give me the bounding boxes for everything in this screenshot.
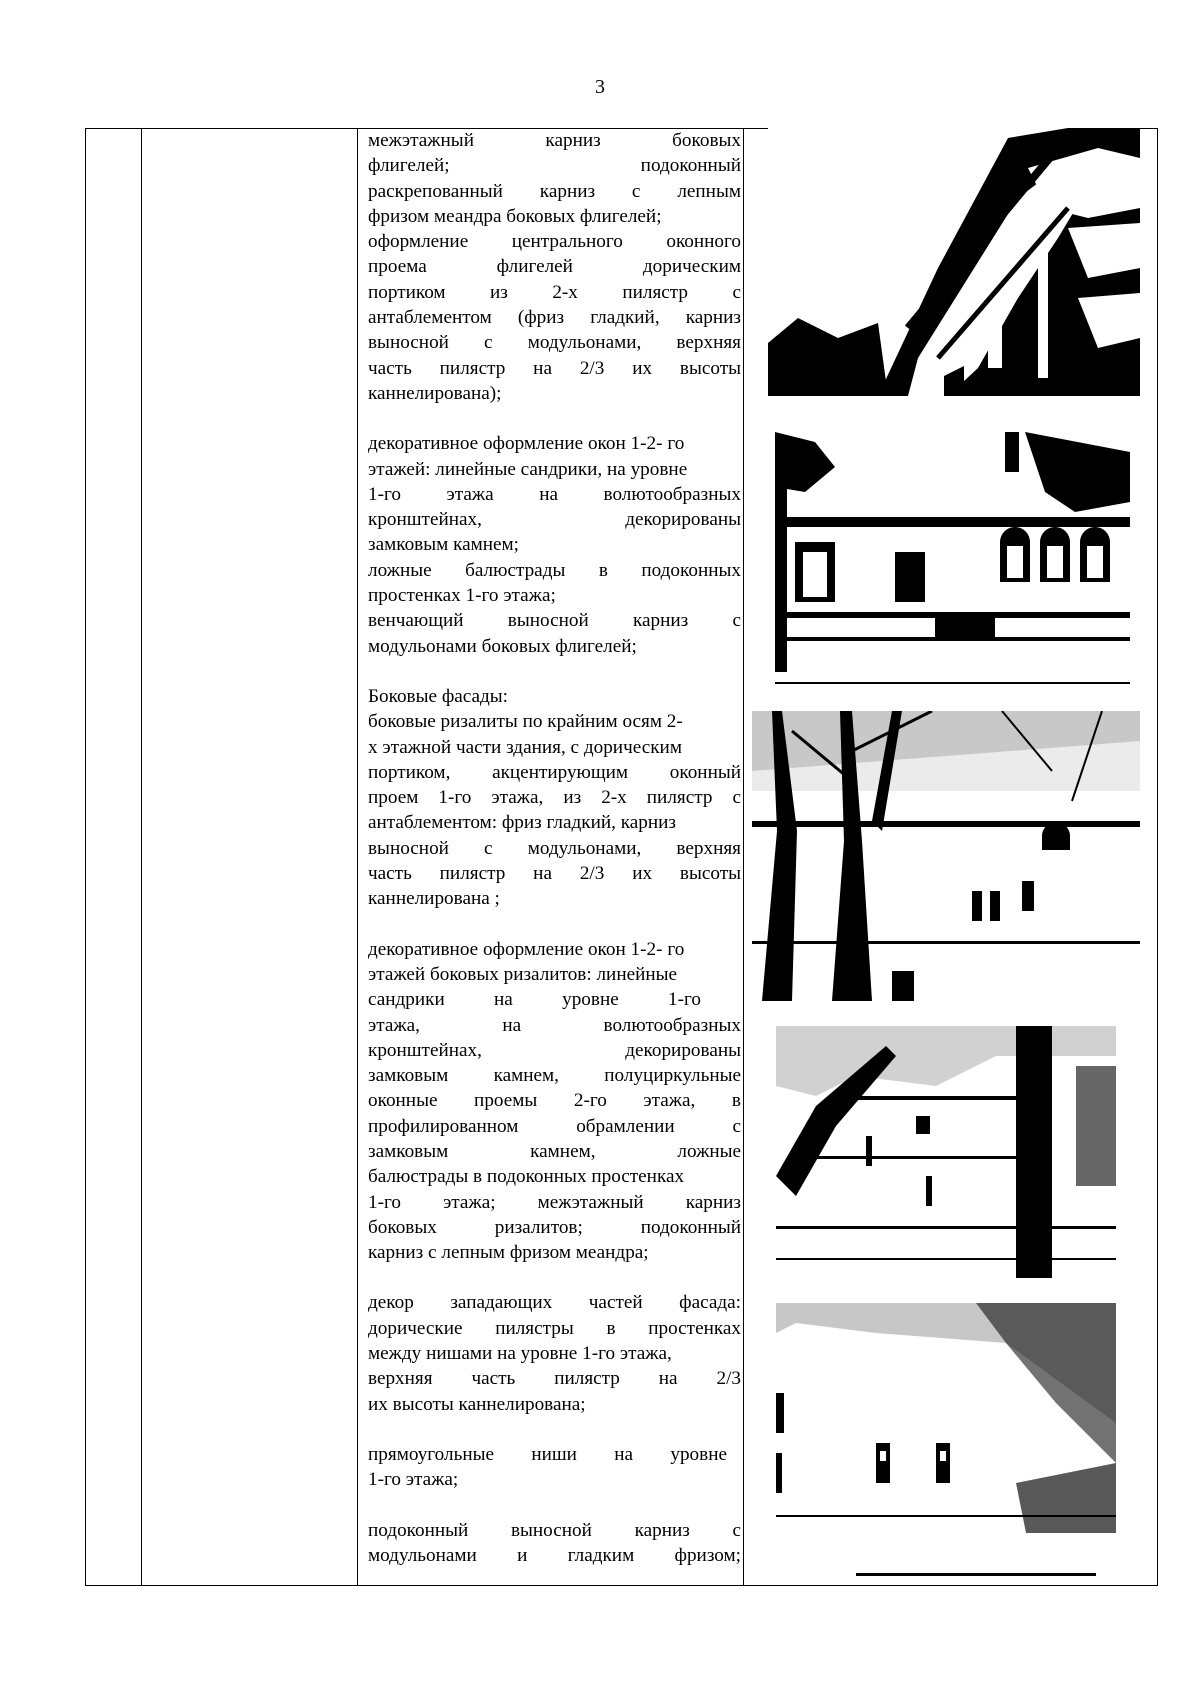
column-divider-3 (743, 128, 744, 1586)
text-line: модульонами и гладким фризом; (368, 1544, 741, 1566)
text-line: этажей боковых ризалитов: линейные (368, 963, 678, 985)
text-line: этажа, на волютообразных (368, 1014, 741, 1036)
text-line: карниз с лепным фризом меандра; (368, 1242, 649, 1264)
text-line: сандрики на уровне 1-го (368, 989, 701, 1011)
text-line: декоративное оформление окон 1-2- го (368, 938, 685, 960)
text-line: замковым камнем, полуциркульные (368, 1065, 741, 1087)
description-block (368, 1290, 741, 1416)
text-line: портиком, акцентирующим оконный (368, 761, 741, 783)
text-line: боковых ризалитов; подоконный (368, 1216, 741, 1238)
text-line: Боковые фасады: (368, 685, 509, 707)
page-number: 3 (595, 76, 605, 98)
description-block (368, 684, 741, 912)
text-line: между нишами на уровне 1-го этажа, (368, 1343, 672, 1365)
text-line: их высоты каннелирована; (368, 1393, 586, 1415)
text-line: замковым камнем; (368, 534, 520, 556)
photo-side-risalit (776, 1026, 1116, 1278)
column-divider-1 (141, 128, 142, 1586)
text-line: этажей: линейные сандрики, на уровне (368, 458, 688, 480)
text-line: профилированном обрамлении с (368, 1115, 741, 1137)
text-line: проем 1-го этажа, из 2-х пилястр с (368, 787, 741, 809)
text-line: каннелирована); (368, 382, 502, 404)
text-line: 1-го этажа; межэтажный карниз (368, 1191, 741, 1213)
text-line: кронштейнах, декорированы (368, 509, 741, 531)
text-line: выносной с модульонами, верхняя (368, 332, 741, 354)
text-line: раскрепованный карниз с лепным (368, 180, 741, 202)
text-line: ложные балюстрады в подоконных (368, 559, 741, 581)
text-line: подоконный выносной карниз с (368, 1519, 741, 1541)
text-line: оформление центрального оконного (368, 231, 741, 253)
text-line: флигелей; подоконный (368, 155, 741, 177)
description-block (368, 937, 741, 1266)
text-line: 1-го этажа; (368, 1469, 459, 1491)
description-block (368, 431, 741, 659)
text-line: замковым камнем, ложные (368, 1140, 741, 1162)
text-line: часть пилястр на 2/3 их высоты (368, 863, 741, 885)
column-divider-2 (357, 128, 358, 1586)
text-line: дорические пилястры в простенках (368, 1317, 741, 1339)
text-line: венчающий выносной карниз с (368, 610, 741, 632)
text-line: простенках 1-го этажа; (368, 585, 556, 607)
text-line: фризом меандра боковых флигелей; (368, 205, 662, 227)
text-line: декор западающих частей фасада: (368, 1292, 741, 1314)
description-block (368, 128, 741, 406)
photo-side-facade-trees (752, 711, 1140, 1001)
text-line: портиком из 2-х пилястр с (368, 281, 741, 303)
text-line: каннелирована ; (368, 888, 500, 910)
photo-recessed-facade (776, 1303, 1116, 1583)
text-line: кронштейнах, декорированы (368, 1039, 741, 1061)
text-line: балюстрады в подоконных простенках (368, 1166, 685, 1188)
text-line: х этажной части здания, с дорическим (368, 736, 682, 758)
text-line: антаблементом: фриз гладкий, карниз (368, 812, 676, 834)
text-line: часть пилястр на 2/3 их высоты (368, 357, 741, 379)
text-line: проема флигелей дорическим (368, 256, 741, 278)
text-line: декоративное оформление окон 1-2- го (368, 433, 685, 455)
description-block (368, 1442, 741, 1493)
text-line: антаблементом (фриз гладкий, карниз (368, 307, 741, 329)
text-line: 1-го этажа на волютообразных (368, 483, 741, 505)
description-block (368, 1518, 741, 1569)
photo-facade-windows (775, 432, 1130, 690)
photo-cornice-closeup (768, 128, 1140, 396)
text-line: оконные проемы 2-го этажа, в (368, 1090, 741, 1112)
text-line: прямоугольные ниши на уровне (368, 1443, 727, 1465)
text-line: боковые ризалиты по крайним осям 2- (368, 711, 683, 733)
text-line: межэтажный карниз боковых (368, 130, 741, 151)
description-column (368, 128, 741, 1568)
text-line: модульонами боковых флигелей; (368, 635, 637, 657)
text-line: верхняя часть пилястр на 2/3 (368, 1368, 741, 1390)
text-line: выносной с модульонами, верхняя (368, 837, 741, 859)
